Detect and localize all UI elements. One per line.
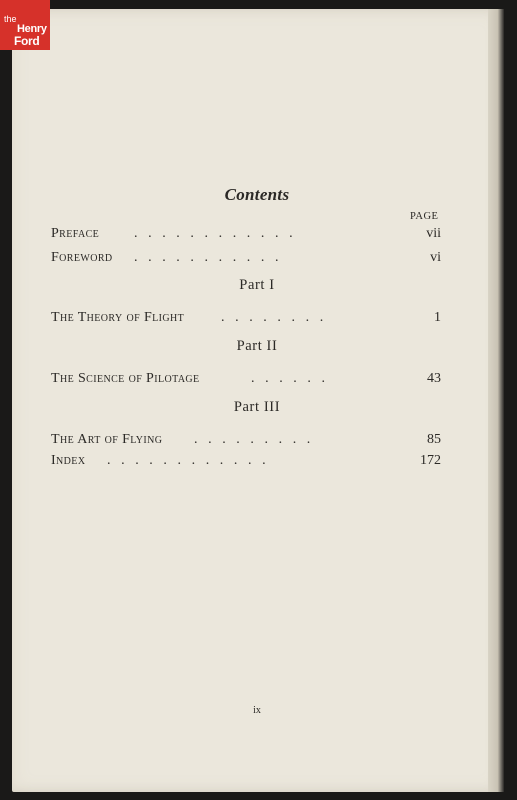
toc-entry-page: 1 — [434, 310, 441, 325]
henry-ford-logo — [0, 0, 50, 50]
toc-leader-dots: ............ — [107, 453, 277, 468]
book-page — [12, 9, 502, 792]
toc-leader-dots: ............ — [134, 226, 304, 241]
toc-entry-art-of-flying — [51, 432, 441, 450]
part-heading: Part III — [233, 399, 281, 415]
toc-entry-page: 85 — [427, 432, 441, 447]
logo-text-ford: Ford — [14, 34, 40, 48]
toc-leader-dots: ........ — [221, 310, 334, 325]
toc-entry-index — [51, 453, 441, 471]
toc-entry-page: 43 — [427, 371, 441, 386]
toc-entry-page: vi — [430, 250, 441, 265]
toc-entry-label: Foreword — [51, 250, 113, 265]
page-edge — [488, 9, 504, 792]
part-heading: Part II — [236, 338, 278, 354]
page-column-label: PAGE — [410, 211, 439, 222]
contents-heading: Contents — [224, 185, 290, 204]
toc-entry-page: 172 — [420, 453, 441, 468]
toc-leader-dots: ......... — [194, 432, 321, 447]
logo-text-the: the — [4, 14, 17, 24]
toc-entry-label: The Theory of Flight — [51, 310, 185, 325]
toc-leader-dots: ........... — [134, 250, 290, 265]
page-folio: ix — [253, 705, 261, 716]
toc-entry-label: Index — [51, 453, 86, 468]
toc-entry-label: The Art of Flying — [51, 432, 163, 447]
toc-entry-page: vii — [426, 226, 441, 241]
toc-entry-preface — [51, 226, 441, 244]
toc-entry-theory-of-flight — [51, 310, 441, 328]
toc-leader-dots: ...... — [251, 371, 336, 386]
toc-entry-label: Preface — [51, 226, 100, 241]
logo-text-henry: Henry — [17, 23, 47, 35]
toc-entry-label: The Science of Pilotage — [51, 371, 200, 386]
toc-entry-science-of-pilotage — [51, 371, 441, 389]
part-heading: Part I — [239, 277, 275, 293]
toc-entry-foreword — [51, 250, 441, 268]
